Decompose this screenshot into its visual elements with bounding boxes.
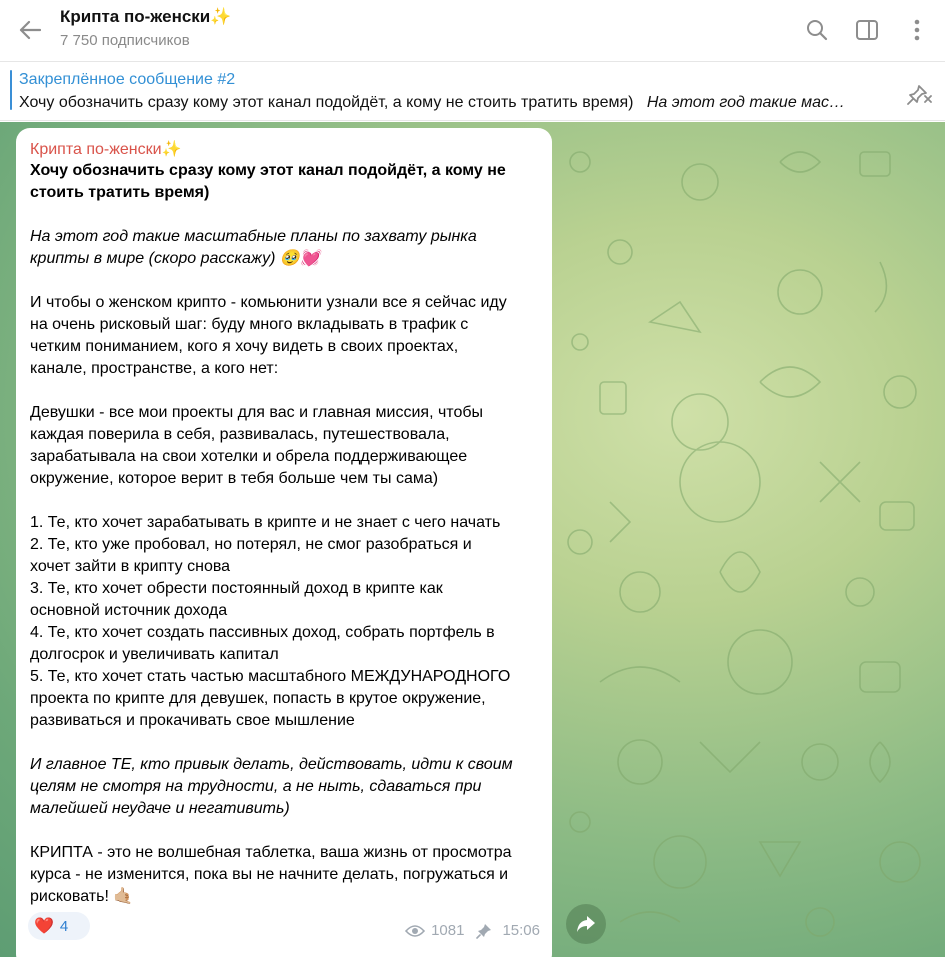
message-line: на очень рисковый шаг: буду много вкладывать в трафик с [30, 316, 469, 333]
pin-icon [476, 923, 492, 939]
message-line: На этот год такие масштабные планы по захвату рынка [30, 228, 477, 245]
message-sender[interactable]: Крипта по-женски✨ [30, 141, 182, 158]
sidebar-icon [855, 19, 879, 41]
eye-icon [405, 924, 425, 938]
message-line: крипты в мире (скоро расскажу) 🥹💓 [30, 250, 320, 267]
pinned-title: Закреплённое сообщение #2 [19, 71, 236, 88]
message-line: малейшей неудаче и негативить) [30, 800, 290, 817]
message-line: курса - не изменится, пока вы не начните делать, погружаться и [30, 866, 509, 883]
pinned-message-bar[interactable] [0, 62, 945, 121]
message-meta [405, 922, 540, 939]
search-icon [806, 19, 828, 41]
list-item: 1. Те, кто хочет зарабатывать в крипте и не знает с чего начать [30, 514, 501, 531]
message-heading-line: стоить тратить время) [30, 184, 210, 201]
pinned-indicator [10, 70, 12, 110]
chat-area[interactable] [0, 122, 945, 957]
pinned-preview-italic: На этот год такие мас… [646, 94, 846, 111]
search-button[interactable] [801, 14, 833, 46]
reaction-count: 4 [59, 917, 69, 935]
more-menu-button[interactable] [901, 14, 933, 46]
message-line: зарабатывала на свои хотелки и обрела поддерживающее [30, 448, 468, 465]
reaction-heart[interactable] [28, 912, 90, 940]
list-item: 3. Те, кто хочет обрести постоянный доход в крипте как [30, 580, 443, 597]
view-count: 1081 [431, 922, 465, 939]
message-line: И главное ТЕ, кто привык делать, действовать, идти к своим [30, 756, 513, 773]
share-arrow-icon [576, 915, 596, 933]
subscriber-count: 7 750 подписчиков [60, 32, 190, 49]
message-line: окружение, которое верит в тебя больше чем ты сама) [30, 470, 439, 487]
message-line: целям не смотря на трудности, а не ныть, сдаваться при [30, 778, 482, 795]
message-line: Девушки - все мои проекты для вас и главная миссия, чтобы [30, 404, 483, 421]
more-vertical-icon [914, 19, 920, 41]
pinned-preview-text: Хочу обозначить сразу кому этот канал подойдёт, а кому не стоить тратить время) [19, 94, 634, 111]
unpin-icon [906, 83, 932, 105]
back-button[interactable] [14, 14, 46, 46]
list-item: основной источник дохода [30, 602, 228, 619]
list-item: 5. Те, кто хочет стать частью масштабного МЕЖДУНАРОДНОГО [30, 668, 511, 685]
chat-header [0, 0, 945, 62]
list-item: развиваться и прокачивать свое мышление [30, 712, 355, 729]
heart-icon: ❤️ [34, 918, 54, 935]
list-item: долгосрок и увеличивать капитал [30, 646, 279, 663]
message-line: канале, пространстве, а кого нет: [30, 360, 279, 377]
message-time: 15:06 [502, 922, 540, 939]
message-line: КРИПТА - это не волшебная таблетка, ваша жизнь от просмотра [30, 844, 512, 861]
message-heading-line: Хочу обозначить сразу кому этот канал подойдёт, а кому не [30, 162, 506, 179]
list-item: хочет зайти в крипту снова [30, 558, 231, 575]
list-item: 4. Те, кто хочет создать пассивных доход, собрать портфель в [30, 624, 495, 641]
channel-title: Крипта по-женски✨ [60, 7, 232, 26]
message-line: И чтобы о женском крипто - комьюнити узнали все я сейчас иду [30, 294, 507, 311]
message-line: четким пониманием, кого я хочу видеть в своих проектах, [30, 338, 459, 355]
message-bubble[interactable] [16, 128, 552, 957]
forward-button[interactable] [566, 904, 606, 944]
channel-info[interactable] [60, 6, 231, 52]
sidebar-toggle-button[interactable] [851, 14, 883, 46]
arrow-left-icon [19, 20, 41, 40]
pinned-preview [19, 92, 877, 114]
unpin-button[interactable] [903, 78, 935, 110]
list-item: проекта по крипте для девушек, попасть в крутое окружение, [30, 690, 486, 707]
message-line: рисковать! 🤙🏼 [30, 888, 134, 905]
list-item: 2. Те, кто уже пробовал, но потерял, не смог разобраться и [30, 536, 472, 553]
message-body [30, 160, 538, 908]
message-line: каждая поверила в себя, развивалась, путешествовала, [30, 426, 450, 443]
